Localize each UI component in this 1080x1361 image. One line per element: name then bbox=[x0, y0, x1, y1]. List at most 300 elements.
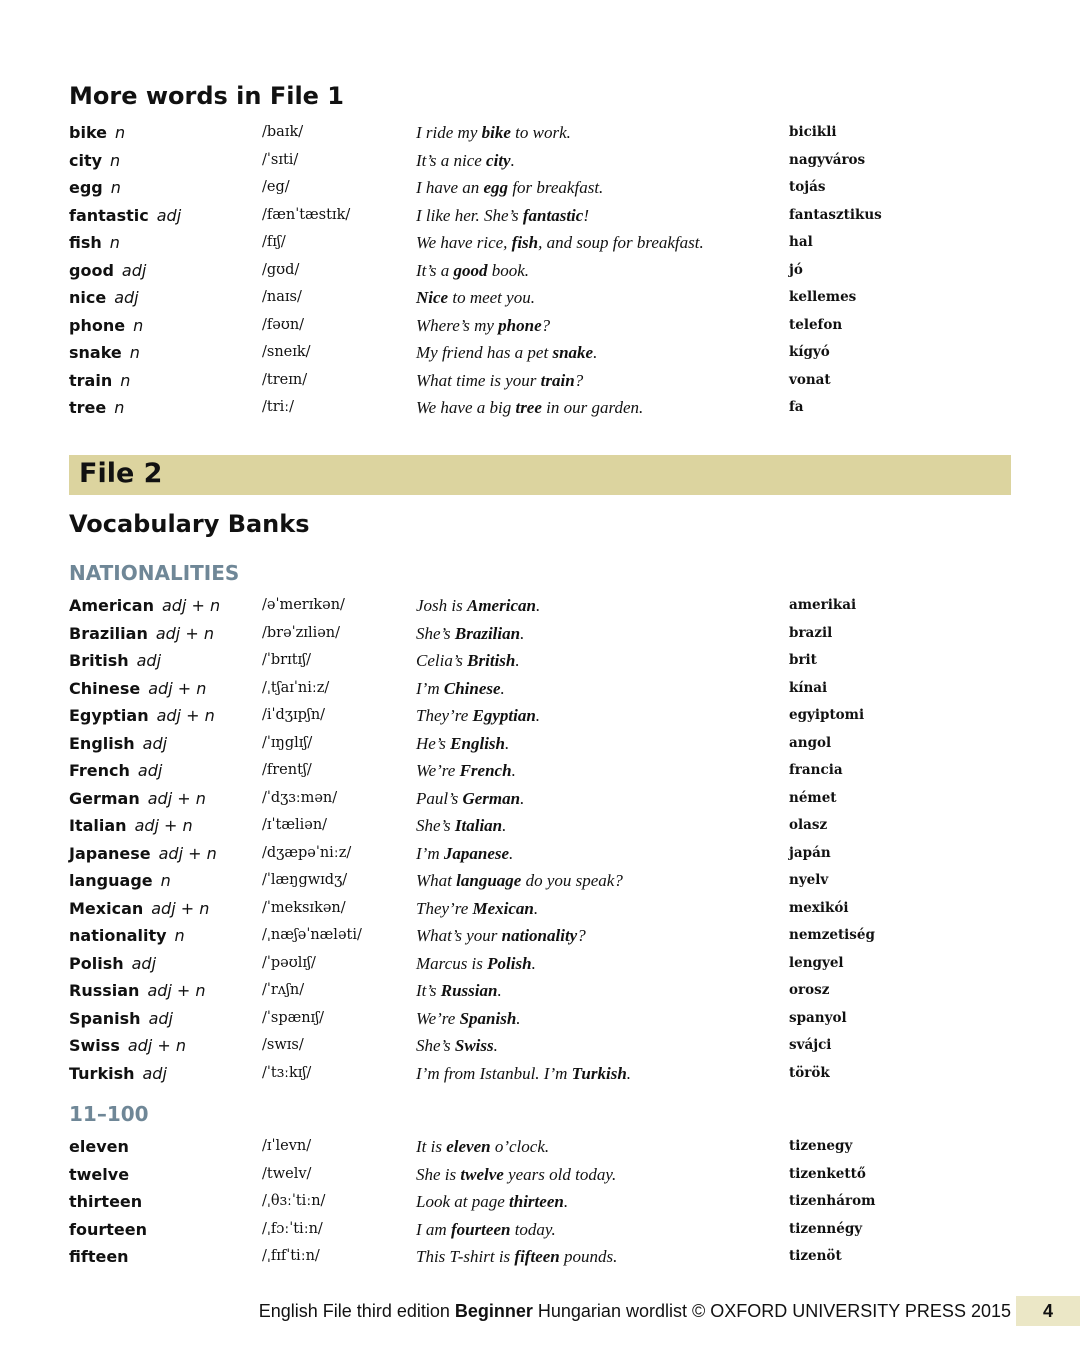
translation: svájci bbox=[789, 1037, 832, 1053]
vocabulary-banks-heading: Vocabulary Banks bbox=[69, 510, 310, 538]
example-keyword: Nice bbox=[416, 288, 449, 307]
example-keyword: Italian bbox=[454, 816, 503, 835]
example-text: . bbox=[511, 761, 516, 780]
headword-text: twelve bbox=[69, 1164, 130, 1184]
example-sentence bbox=[416, 1133, 549, 1161]
part-of-speech: adj bbox=[142, 1063, 167, 1083]
table-row bbox=[69, 1005, 1009, 1033]
example-text: It’s a bbox=[416, 260, 454, 280]
part-of-speech: adj bbox=[142, 733, 168, 753]
headword-text: Egyptian bbox=[69, 706, 149, 725]
translation: vonat bbox=[789, 371, 831, 388]
headword bbox=[69, 730, 167, 758]
example-sentence bbox=[416, 174, 603, 202]
example-sentence bbox=[416, 785, 524, 813]
example-text: We’re bbox=[416, 761, 460, 780]
example-keyword: fourteen bbox=[450, 1219, 511, 1239]
numbers-table bbox=[69, 1133, 1009, 1271]
headword-text: French bbox=[69, 761, 130, 780]
part-of-speech: adj + n bbox=[134, 816, 193, 835]
pronunciation: /twelv/ bbox=[262, 1165, 312, 1182]
translation: jó bbox=[789, 261, 803, 278]
table-row bbox=[69, 757, 1009, 785]
example-text: years old today. bbox=[503, 1164, 617, 1184]
example-text: She’s bbox=[416, 1036, 455, 1055]
example-text: It is bbox=[416, 1137, 447, 1156]
translation: nagyváros bbox=[789, 151, 866, 168]
table-row bbox=[69, 592, 1009, 620]
numbers-heading: 11–100 bbox=[69, 1102, 149, 1126]
headword-text: Mexican bbox=[69, 898, 144, 918]
table-row bbox=[69, 895, 1009, 923]
example-text: Celia’s bbox=[416, 651, 468, 670]
example-text: ! bbox=[583, 205, 589, 225]
table-row bbox=[69, 119, 1009, 147]
pronunciation: /swɪs/ bbox=[262, 1037, 304, 1053]
part-of-speech: n bbox=[114, 398, 125, 417]
example-keyword: French bbox=[459, 761, 512, 780]
footer-text-post: Hungarian wordlist © OXFORD UNIVERSITY PRESS 2015 bbox=[532, 1301, 1011, 1321]
pronunciation: /triː/ bbox=[262, 399, 295, 415]
example-text: . bbox=[516, 1008, 521, 1028]
translation: tojás bbox=[789, 179, 826, 195]
part-of-speech: adj bbox=[121, 260, 147, 280]
translation: német bbox=[789, 789, 837, 806]
example-text: They’re bbox=[416, 898, 473, 918]
example-text: We’re bbox=[416, 1008, 460, 1028]
example-text: . bbox=[502, 816, 507, 835]
headword bbox=[69, 229, 120, 257]
example-keyword: Polish bbox=[487, 953, 532, 973]
table-row bbox=[69, 1216, 1009, 1244]
translation: bicikli bbox=[789, 124, 837, 140]
example-text: Paul’s bbox=[416, 788, 463, 808]
example-keyword: American bbox=[467, 596, 536, 615]
headword bbox=[69, 840, 217, 868]
example-keyword: thirteen bbox=[509, 1192, 564, 1211]
part-of-speech: adj + n bbox=[156, 706, 215, 725]
part-of-speech: n bbox=[174, 926, 185, 945]
pronunciation: /fəʊn/ bbox=[262, 316, 305, 333]
example-keyword: language bbox=[456, 871, 522, 890]
part-of-speech: n bbox=[133, 315, 144, 335]
example-keyword: twelve bbox=[460, 1164, 504, 1184]
headword bbox=[69, 1188, 142, 1216]
pronunciation: /ˌtʃaɪˈniːz/ bbox=[262, 679, 330, 696]
table-row bbox=[69, 867, 1009, 895]
example-text: . bbox=[626, 1063, 632, 1083]
example-text: . bbox=[593, 343, 598, 362]
example-sentence bbox=[416, 730, 509, 758]
pronunciation: /ˈsɪti/ bbox=[262, 151, 299, 168]
pronunciation: /baɪk/ bbox=[262, 124, 304, 140]
example-sentence bbox=[416, 950, 536, 978]
example-text: I have an bbox=[416, 178, 484, 197]
example-text: . bbox=[520, 788, 525, 808]
headword-text: language bbox=[69, 871, 153, 890]
headword-text: snake bbox=[69, 343, 122, 362]
example-keyword: Mexican bbox=[472, 898, 534, 918]
example-text: Look at page bbox=[416, 1192, 510, 1211]
footer bbox=[0, 1296, 1011, 1326]
example-keyword: fantastic bbox=[522, 205, 584, 225]
headword-text: Swiss bbox=[69, 1036, 120, 1055]
headword-text: city bbox=[69, 150, 103, 170]
example-text: . bbox=[504, 733, 510, 753]
translation: hal bbox=[789, 234, 813, 250]
pronunciation: /treɪn/ bbox=[262, 371, 308, 388]
example-sentence bbox=[416, 1005, 521, 1033]
example-text: I’m bbox=[416, 678, 444, 698]
table-row bbox=[69, 950, 1009, 978]
example-text: Marcus is bbox=[416, 953, 488, 973]
headword-text: tree bbox=[69, 398, 107, 417]
table-row bbox=[69, 785, 1009, 813]
example-sentence bbox=[416, 647, 520, 675]
headword-text: Turkish bbox=[69, 1063, 135, 1083]
table-row bbox=[69, 1188, 1009, 1216]
headword bbox=[69, 620, 214, 648]
example-text: to meet you. bbox=[448, 288, 535, 307]
example-text: . bbox=[510, 150, 515, 170]
example-text: My friend has a pet bbox=[416, 343, 553, 362]
part-of-speech: n bbox=[109, 233, 120, 252]
pronunciation: /fænˈtæstɪk/ bbox=[262, 206, 351, 223]
example-text: We have rice, bbox=[416, 233, 512, 252]
pronunciation: /ˌnæʃəˈnæləti/ bbox=[262, 927, 362, 943]
example-text: Josh is bbox=[416, 596, 467, 615]
example-text: . bbox=[500, 678, 505, 698]
example-sentence bbox=[416, 147, 515, 175]
translation: olasz bbox=[789, 817, 828, 833]
example-text: What’s your bbox=[416, 926, 502, 945]
example-sentence bbox=[416, 1188, 568, 1216]
translation: tizenhárom bbox=[789, 1193, 876, 1209]
example-keyword: British bbox=[467, 651, 516, 670]
part-of-speech: adj + n bbox=[161, 596, 221, 615]
example-sentence bbox=[416, 977, 502, 1005]
table-row bbox=[69, 1060, 1009, 1088]
table-row bbox=[69, 702, 1009, 730]
example-text: It’s a nice bbox=[416, 150, 487, 170]
example-sentence bbox=[416, 1243, 617, 1271]
example-text: She’s bbox=[416, 623, 455, 643]
example-keyword: Egyptian bbox=[472, 706, 536, 725]
headword bbox=[69, 675, 206, 703]
translation: lengyel bbox=[789, 954, 844, 971]
example-sentence bbox=[416, 757, 516, 785]
example-text: Where’s my bbox=[416, 315, 499, 335]
example-keyword: Swiss bbox=[454, 1036, 494, 1055]
example-keyword: eleven bbox=[446, 1137, 491, 1156]
example-sentence bbox=[416, 702, 540, 730]
more-words-title: More words in File 1 bbox=[69, 82, 345, 110]
page-number: 4 bbox=[1016, 1296, 1080, 1326]
example-text: It’s bbox=[416, 981, 441, 1000]
table-row bbox=[69, 229, 1009, 257]
headword-text: nationality bbox=[69, 926, 167, 945]
table-row bbox=[69, 647, 1009, 675]
example-text: . bbox=[520, 623, 525, 643]
example-text: do you speak? bbox=[521, 871, 623, 890]
headword-text: nice bbox=[69, 288, 107, 307]
example-keyword: fish bbox=[511, 233, 539, 252]
pronunciation: /ˈdʒɜːmən/ bbox=[262, 789, 338, 806]
table-row bbox=[69, 1243, 1009, 1271]
translation: fa bbox=[789, 399, 804, 415]
example-text: I am bbox=[416, 1219, 451, 1239]
example-keyword: Turkish bbox=[571, 1063, 627, 1083]
translation: japán bbox=[789, 844, 831, 861]
pronunciation: /ˈɪŋglɪʃ/ bbox=[262, 734, 313, 751]
example-text: What time is your bbox=[416, 370, 541, 390]
translation: tizenkettő bbox=[789, 1165, 866, 1182]
table-row bbox=[69, 257, 1009, 285]
pronunciation: /dʒæpəˈniːz/ bbox=[262, 844, 352, 861]
headword bbox=[69, 1005, 173, 1033]
pronunciation: /frentʃ/ bbox=[262, 762, 312, 778]
headword-text: Chinese bbox=[69, 678, 141, 698]
headword bbox=[69, 1243, 129, 1271]
pronunciation: /sneɪk/ bbox=[262, 344, 311, 360]
example-keyword: city bbox=[486, 150, 511, 170]
part-of-speech: n bbox=[160, 871, 171, 890]
table-row bbox=[69, 977, 1009, 1005]
headword bbox=[69, 174, 121, 202]
example-keyword: English bbox=[450, 733, 505, 753]
pronunciation: /iˈdʒɪpʃn/ bbox=[262, 707, 326, 723]
pronunciation: /ˌθɜːˈtiːn/ bbox=[262, 1193, 326, 1209]
example-keyword: Chinese bbox=[443, 678, 501, 698]
headword bbox=[69, 757, 162, 785]
part-of-speech: adj bbox=[148, 1008, 173, 1028]
headword bbox=[69, 785, 206, 813]
example-sentence bbox=[416, 812, 506, 840]
table-row bbox=[69, 1133, 1009, 1161]
part-of-speech: adj bbox=[114, 288, 139, 307]
example-keyword: Spanish bbox=[459, 1008, 517, 1028]
headword bbox=[69, 257, 146, 285]
part-of-speech: n bbox=[110, 178, 121, 197]
translation: török bbox=[789, 1064, 830, 1081]
pronunciation: /brəˈzɪliən/ bbox=[262, 624, 341, 641]
example-sentence bbox=[416, 284, 535, 312]
example-text: This T-shirt is bbox=[416, 1247, 515, 1266]
example-text: , and soup for breakfast. bbox=[538, 233, 704, 252]
example-text: She is bbox=[416, 1164, 461, 1184]
part-of-speech: n bbox=[129, 343, 140, 362]
headword bbox=[69, 367, 130, 395]
example-text: ? bbox=[577, 926, 586, 945]
example-sentence bbox=[416, 840, 513, 868]
translation: kellemes bbox=[789, 289, 857, 305]
translation: mexikói bbox=[789, 899, 849, 916]
table-row bbox=[69, 147, 1009, 175]
headword bbox=[69, 895, 209, 923]
example-keyword: Japanese bbox=[443, 843, 510, 863]
table-row bbox=[69, 675, 1009, 703]
translation: orosz bbox=[789, 982, 830, 998]
table-row bbox=[69, 1032, 1009, 1060]
example-sentence bbox=[416, 257, 529, 285]
part-of-speech: adj bbox=[131, 953, 157, 973]
part-of-speech: n bbox=[115, 123, 126, 142]
headword bbox=[69, 202, 181, 230]
example-text: . bbox=[535, 706, 541, 725]
pronunciation: /ɪˈlevn/ bbox=[262, 1138, 312, 1154]
example-text: . bbox=[509, 843, 514, 863]
headword-text: fourteen bbox=[69, 1219, 147, 1239]
part-of-speech: adj + n bbox=[147, 788, 206, 808]
translation: brit bbox=[789, 652, 817, 668]
pronunciation: /ˈpəʊlɪʃ/ bbox=[262, 954, 316, 971]
example-text: . bbox=[493, 1036, 498, 1055]
headword-text: Brazilian bbox=[69, 623, 148, 643]
translation: spanyol bbox=[789, 1009, 847, 1026]
translation: telefon bbox=[789, 316, 843, 333]
part-of-speech: adj + n bbox=[155, 623, 214, 643]
part-of-speech: adj + n bbox=[148, 678, 207, 698]
pronunciation: /ˌfɪfˈtiːn/ bbox=[262, 1248, 320, 1264]
table-row bbox=[69, 339, 1009, 367]
headword-text: thirteen bbox=[69, 1192, 143, 1211]
headword bbox=[69, 339, 140, 367]
translation: nyelv bbox=[789, 872, 829, 888]
table-row bbox=[69, 174, 1009, 202]
headword bbox=[69, 394, 124, 422]
headword-text: Spanish bbox=[69, 1008, 141, 1028]
more-words-table bbox=[69, 119, 1009, 422]
translation: tizennégy bbox=[789, 1220, 863, 1237]
table-row bbox=[69, 367, 1009, 395]
example-text: for breakfast. bbox=[508, 178, 604, 197]
example-text: . bbox=[563, 1192, 569, 1211]
translation: kígyó bbox=[789, 344, 830, 360]
part-of-speech: adj + n bbox=[127, 1036, 186, 1055]
example-text: He’s bbox=[416, 733, 451, 753]
example-sentence bbox=[416, 367, 583, 395]
example-keyword: snake bbox=[552, 343, 594, 362]
pronunciation: /ɪˈtæliən/ bbox=[262, 817, 328, 833]
translation: brazil bbox=[789, 624, 833, 641]
table-row bbox=[69, 620, 1009, 648]
headword-text: phone bbox=[69, 315, 126, 335]
headword bbox=[69, 977, 206, 1005]
pronunciation: /ˈspænɪʃ/ bbox=[262, 1009, 325, 1026]
headword-text: good bbox=[69, 260, 114, 280]
example-keyword: German bbox=[462, 788, 521, 808]
example-text: today. bbox=[510, 1219, 556, 1239]
example-text: ? bbox=[541, 315, 551, 335]
table-row bbox=[69, 812, 1009, 840]
headword-text: Japanese bbox=[69, 843, 151, 863]
headword bbox=[69, 812, 193, 840]
headword-text: Russian bbox=[69, 981, 140, 1000]
example-sentence bbox=[416, 1060, 631, 1088]
translation: tizenöt bbox=[789, 1248, 842, 1264]
example-text: . bbox=[535, 596, 541, 615]
headword bbox=[69, 1216, 147, 1244]
footer-level: Beginner bbox=[454, 1301, 533, 1321]
translation: nemzetiség bbox=[789, 927, 875, 943]
example-sentence bbox=[416, 394, 643, 422]
nationalities-heading: NATIONALITIES bbox=[69, 561, 240, 585]
headword-text: American bbox=[69, 596, 154, 615]
headword-text: German bbox=[69, 788, 140, 808]
table-row bbox=[69, 284, 1009, 312]
example-text: We have a big bbox=[416, 398, 516, 417]
part-of-speech: adj bbox=[156, 205, 182, 225]
headword-text: fantastic bbox=[69, 205, 149, 225]
translation: kínai bbox=[789, 679, 828, 696]
headword bbox=[69, 592, 220, 620]
pronunciation: /əˈmerɪkən/ bbox=[262, 597, 345, 613]
headword bbox=[69, 1060, 167, 1088]
translation: fantasztikus bbox=[789, 206, 882, 223]
file-banner-label: File 2 bbox=[79, 458, 163, 489]
example-sentence bbox=[416, 312, 550, 340]
headword bbox=[69, 284, 139, 312]
headword bbox=[69, 1133, 129, 1161]
example-sentence bbox=[416, 229, 704, 257]
example-text: I ride my bbox=[416, 123, 482, 142]
example-text: . bbox=[497, 981, 502, 1000]
example-keyword: train bbox=[540, 370, 575, 390]
headword bbox=[69, 1032, 186, 1060]
table-row bbox=[69, 1161, 1009, 1189]
example-text: book. bbox=[487, 260, 530, 280]
example-sentence bbox=[416, 1032, 498, 1060]
pronunciation: /ˈtɜːkɪʃ/ bbox=[262, 1064, 312, 1081]
part-of-speech: adj bbox=[136, 651, 162, 670]
example-sentence bbox=[416, 922, 586, 950]
pronunciation: /naɪs/ bbox=[262, 289, 302, 305]
pronunciation: /eg/ bbox=[262, 179, 290, 195]
part-of-speech: adj bbox=[137, 761, 163, 780]
file-banner bbox=[69, 455, 1011, 495]
pronunciation: /ˈrʌʃn/ bbox=[262, 982, 305, 998]
headword-text: English bbox=[69, 733, 135, 753]
example-text: I’m bbox=[416, 843, 444, 863]
headword bbox=[69, 950, 156, 978]
example-sentence bbox=[416, 620, 524, 648]
example-keyword: phone bbox=[498, 315, 542, 335]
headword bbox=[69, 647, 161, 675]
example-text: She’s bbox=[416, 816, 455, 835]
headword-text: eleven bbox=[69, 1137, 129, 1156]
headword-text: bike bbox=[69, 123, 107, 142]
table-row bbox=[69, 922, 1009, 950]
example-text: They’re bbox=[416, 706, 473, 725]
table-row bbox=[69, 202, 1009, 230]
example-sentence bbox=[416, 339, 597, 367]
table-row bbox=[69, 840, 1009, 868]
translation: tizenegy bbox=[789, 1138, 853, 1154]
headword bbox=[69, 147, 120, 175]
example-text: . bbox=[515, 651, 520, 670]
pronunciation: /fɪʃ/ bbox=[262, 234, 286, 250]
example-text: . bbox=[533, 898, 539, 918]
headword bbox=[69, 867, 171, 895]
example-text: in our garden. bbox=[541, 398, 644, 417]
part-of-speech: adj + n bbox=[158, 843, 217, 863]
part-of-speech: n bbox=[120, 370, 131, 390]
example-sentence bbox=[416, 867, 623, 895]
pronunciation: /ˌfɔːˈtiːn/ bbox=[262, 1220, 323, 1237]
headword-text: Italian bbox=[69, 816, 127, 835]
part-of-speech: adj + n bbox=[147, 981, 206, 1000]
footer-text-pre: English File third edition bbox=[258, 1301, 455, 1321]
